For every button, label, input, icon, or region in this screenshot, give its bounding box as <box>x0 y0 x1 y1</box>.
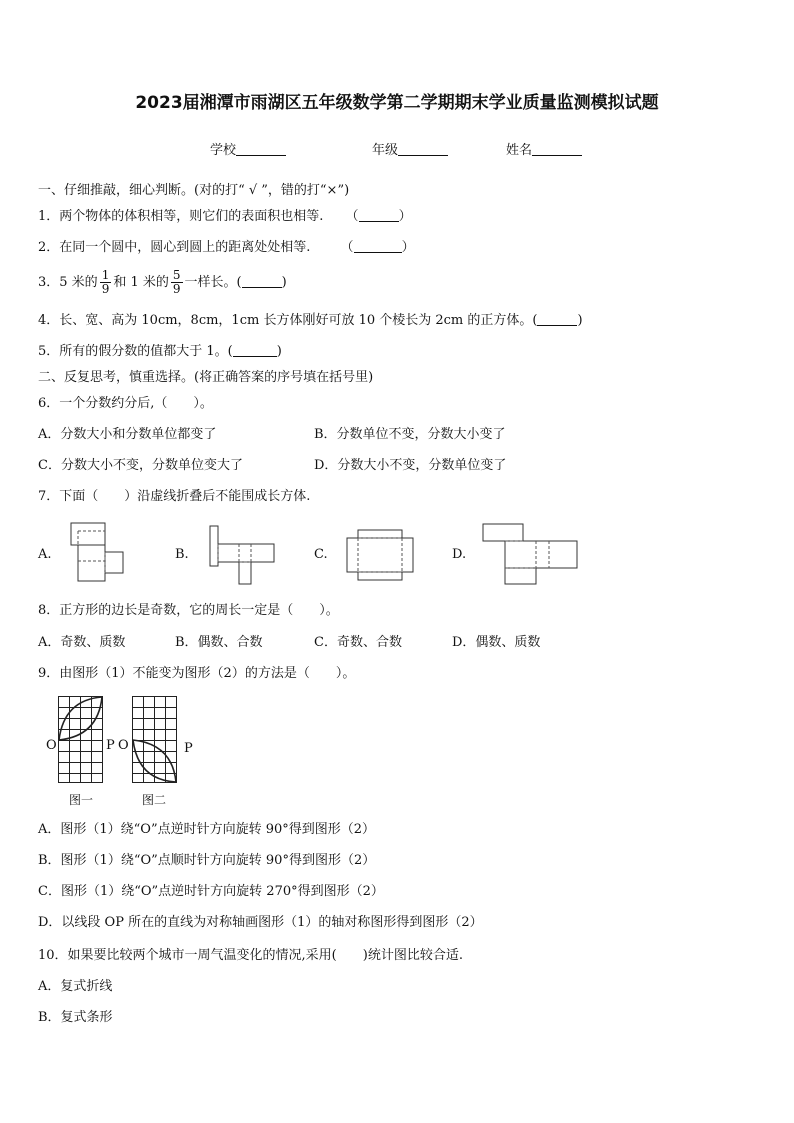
grade-label: 年级 <box>372 143 399 158</box>
q7-net-b <box>207 524 275 586</box>
question-4 <box>38 312 583 329</box>
q4-answer-blank[interactable] <box>537 312 577 326</box>
q10-stem: 10．如果要比较两个城市一周气温变化的情况,采用( )统计图比较合适. <box>38 948 463 963</box>
q3-f1-num: 1 <box>101 268 110 282</box>
q3-f2-num: 5 <box>172 268 181 282</box>
q7-net-c <box>344 528 416 582</box>
q9-option-d[interactable]: D．以线段 OP 所在的直线为对称轴画图形（1）的轴对称图形得到图形（2） <box>38 915 483 930</box>
q7-option-c[interactable]: C. <box>314 547 328 562</box>
q3-f1-den: 9 <box>101 282 110 296</box>
q9-stem: 9．由图形（1）不能变为图形（2）的方法是（ ）。 <box>38 666 356 681</box>
question-1 <box>38 208 412 225</box>
q2-text: 2．在同一个圆中，圆心到圆上的距离处处相等. <box>38 240 311 255</box>
q1-answer-blank[interactable] <box>359 208 399 222</box>
name-blank[interactable] <box>532 142 582 156</box>
q10-option-b[interactable]: B．复式条形 <box>38 1010 113 1025</box>
q3-fraction-2 <box>171 269 183 296</box>
q1-paren-close: ） <box>398 209 412 224</box>
q6-option-a[interactable]: A．分数大小和分数单位都变了 <box>38 427 217 442</box>
q8-option-b[interactable]: B．偶数、合数 <box>175 635 263 650</box>
q3-post: 一样长。( <box>184 275 242 290</box>
q7-option-a[interactable]: A. <box>38 547 52 562</box>
q3-close: ) <box>281 275 287 290</box>
q3-f2-den: 9 <box>172 282 181 296</box>
q6-option-b[interactable]: B．分数单位不变，分数大小变了 <box>314 427 506 442</box>
q7-option-d[interactable]: D. <box>452 547 467 562</box>
q9-label-p-1: P <box>106 738 115 753</box>
q5-close: ) <box>276 344 282 359</box>
name-field <box>506 142 582 159</box>
q9-label-p-2: P <box>184 741 193 756</box>
q8-option-c[interactable]: C．奇数、合数 <box>314 635 402 650</box>
q6-stem: 6．一个分数约分后,（ ）。 <box>38 396 213 411</box>
q3-answer-blank[interactable] <box>242 274 282 288</box>
question-5 <box>38 343 282 360</box>
q8-option-a[interactable]: A．奇数、质数 <box>38 635 126 650</box>
q9-grid-figure-1 <box>58 696 104 784</box>
grade-blank[interactable] <box>398 142 448 156</box>
q9-option-c[interactable]: C．图形（1）绕“O”点逆时针方向旋转 270°得到图形（2） <box>38 884 384 899</box>
q7-net-d <box>481 522 579 586</box>
question-2 <box>38 239 415 256</box>
q4-text: 4．长、宽、高为 10cm，8cm，1cm 长方体刚好可放 10 个棱长为 2cm 的正方体。( <box>38 313 538 328</box>
q2-paren-open: （ <box>340 240 354 255</box>
grade-field <box>372 142 448 159</box>
question-3 <box>38 266 287 300</box>
section2-heading: 二、反复思考，慎重选择。(将正确答案的序号填在括号里) <box>38 370 374 385</box>
q2-paren-close: ） <box>401 240 415 255</box>
q2-answer-blank[interactable] <box>354 239 402 253</box>
school-label: 学校 <box>210 143 237 158</box>
school-blank[interactable] <box>236 142 286 156</box>
q9-option-b[interactable]: B．图形（1）绕“O”点顺时针方向旋转 90°得到图形（2） <box>38 853 376 868</box>
q5-text: 5．所有的假分数的值都大于 1。( <box>38 344 233 359</box>
q8-stem: 8．正方形的边长是奇数，它的周长一定是（ ）。 <box>38 603 339 618</box>
q4-close: ) <box>577 313 583 328</box>
q6-option-d[interactable]: D．分数大小不变，分数单位变了 <box>314 458 507 473</box>
q1-paren-open: （ <box>345 209 359 224</box>
q3-pre: 3．5 米的 <box>38 275 98 290</box>
q8-option-d[interactable]: D．偶数、质数 <box>452 635 541 650</box>
q3-mid: 和 1 米的 <box>113 275 169 290</box>
q9-caption-1: 图一 <box>69 793 94 807</box>
name-label: 姓名 <box>506 143 533 158</box>
q9-option-a[interactable]: A．图形（1）绕“O”点逆时针方向旋转 90°得到图形（2） <box>38 822 376 837</box>
q1-text: 1．两个物体的体积相等，则它们的表面积也相等. <box>38 209 324 224</box>
school-field <box>210 142 286 159</box>
q9-label-o-2: O <box>118 738 129 753</box>
q9-caption-2: 图二 <box>142 793 167 807</box>
q7-net-a <box>68 521 128 585</box>
q7-option-b[interactable]: B. <box>175 547 189 562</box>
q9-grid-figure-2 <box>132 696 178 784</box>
q9-label-o-1: O <box>46 738 57 753</box>
section1-heading: 一、仔细推敲，细心判断。(对的打“ √ ”，错的打“×”) <box>38 183 350 198</box>
q7-stem: 7．下面（ ）沿虚线折叠后不能围成长方体. <box>38 489 311 504</box>
q5-answer-blank[interactable] <box>233 343 277 357</box>
q6-option-c[interactable]: C．分数大小不变，分数单位变大了 <box>38 458 243 473</box>
page-title: 2023届湘潭市雨湖区五年级数学第二学期期末学业质量监测模拟试题 <box>135 93 659 113</box>
q10-option-a[interactable]: A．复式折线 <box>38 979 113 994</box>
q3-fraction-1 <box>100 269 112 296</box>
